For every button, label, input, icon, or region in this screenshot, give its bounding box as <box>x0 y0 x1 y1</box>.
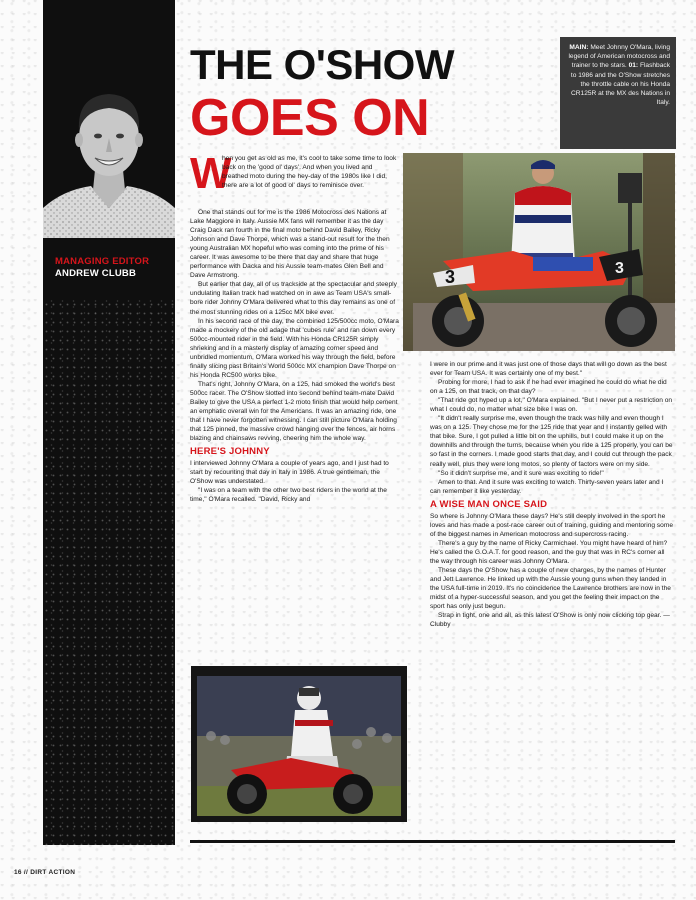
bike-side-number: 3 <box>615 260 624 277</box>
paragraph-12: Amen to that. And it sure was exciting to watch. Thirty-seven years later and I can remember it like yesterday. <box>430 478 664 495</box>
article-intro <box>222 154 400 190</box>
inset-photo <box>191 666 407 822</box>
drop-cap: W <box>190 149 232 198</box>
paragraph-10: "It didn't really surprise me, even though the track was hilly and even though I was on a 125. They chose me for the 125 ride that year and I instantly gelled with that bike. Sure, I got pulled a little bit on the uphills, but I could make it up on the downhills and through the turns, because when you ride a 125 properly, you can be so fast in the corners. I made good starts that day, and I could cut through the pack really well, plus they were long motos, so plenty of factors were on my side. <box>430 415 673 468</box>
inset-photo-illustration <box>191 666 407 822</box>
subhead-heres-johnny: HERE'S JOHNNY <box>190 446 270 458</box>
paragraph-16: Strap in tight, one and all, as this latest O'Show is only now clicking top gear. — Clubby <box>430 612 670 629</box>
headline-line-2: GOES ON <box>190 89 430 147</box>
paragraph-6: "I was on a team with the other two best riders in the world at the time," O'Mara recalled. "David, Ricky and <box>190 487 387 504</box>
footer-rule <box>190 840 675 843</box>
main-photo <box>403 153 675 351</box>
intro-paragraph: hen you get as old as me, it's cool to take some time to look back on the 'good ol' days'. And when you lived and breathed moto during the hey-day of the 1980s like I did, there are a lot of good ol' days to reminisce over. <box>222 155 397 190</box>
paragraph-9: "That ride got hyped up a lot," O'Mara explained. "But I never put a restriction on what I could do, no matter what size bike I was on. <box>430 397 673 414</box>
paragraph-2: But earlier that day, all of us trackside at the spectacular and steeply undulating Italian track had watched on in awe as Team USA's small-bore rider Johnny O'Mara delivered what to this day remains as one of the most stunning rides on a 125cc MX bike ever. <box>190 281 397 316</box>
article-column-2 <box>430 360 675 629</box>
paragraph-13: So where is Johnny O'Mara these days? He's still deeply involved in the sport he loves and has made a post-race career out of training, guiding and mentoring some of the biggest names in American motocross and supercross racing. <box>430 512 674 538</box>
paragraph-14: There's a guy by the name of Ricky Carmichael. You might have heard of him? He's called the G.O.A.T. for good reason, and the guy that was in RC's corner all the way through his career was Johnny O'Mara. <box>430 539 668 565</box>
article-column-1 <box>190 208 400 505</box>
caption-inset-text: Flashback to 1986 and the O'Show stretches the throttle cable on his Honda CR125R at the MX des Nations in Italy. <box>570 62 670 107</box>
bike-number-plate: 3 <box>445 267 456 287</box>
paragraph-1: One that stands out for me is the 1986 Motocross des Nations at Lake Maggiore in Italy. Aussie MX fans will remember it as the day Craig Dack ran fourth in the final moto behind David Bailey, Ricky Johnson and Dave Thorpe, which was a stand-out result for the then young Australian MX hopeful who was coming into the prime of his career. It was awesome to be there that day and share that huge performance with Dacka and his Aussie team-mates Glen Bell and Dave Armstrong. <box>190 209 390 280</box>
byline-name: ANDREW CLUBB <box>55 268 137 279</box>
caption-main-label: MAIN: <box>569 44 589 51</box>
paragraph-8: Probing for more, I had to ask if he had ever imagined he could do what he did on a 125, on that track, on that day? <box>430 379 667 396</box>
photo-caption <box>560 37 676 149</box>
paragraph-5: I interviewed Johnny O'Mara a couple of years ago, and I just had to start by recounting that day in Italy in 1986. A true gentleman, the O'Show was understated. <box>190 460 389 486</box>
caption-inset-label: 01: <box>628 62 639 70</box>
paragraph-4: That's right, Johnny O'Mara, on a 125, had smoked the world's best 500cc racer. The O'Show slotted into second behind team-mate David Bailey to give the USA a perfect 1-2 moto finish that would help cement an emphatic overall win for the Americans. It was an amazing ride, one that I have never forgotten witnessing. I can still picture O'Mara holding that 125 pinned, the massive crowd hanging over the fences, air horns blazing and chainsaws revving, cheering him the whole way. <box>190 380 398 443</box>
byline-role: MANAGING EDITOR <box>55 256 150 267</box>
editor-column <box>43 0 175 845</box>
headline-line-1: THE O'SHOW <box>190 41 454 88</box>
main-photo-illustration <box>403 153 675 351</box>
editor-portrait <box>43 58 175 238</box>
subhead-wise-man: A WISE MAN ONCE SAID <box>430 498 548 510</box>
paragraph-7: I were in our prime and it was just one of those days that will go down as the best ever for Team USA. It was certainly one of my best." <box>430 361 667 378</box>
paragraph-3: In his second race of the day, the combined 125/500cc moto, O'Mara made a mockery of the old adage that 'cubes rule' and ran down every 500cc-mounted rider in the field. With his Honda CR125R simply shrieking and in a masterly display of amazing corner speed and unbridled momentum, O'Mara worked his way through the field, before finally slicing past Britain's World 500cc MX champion Dave Thorpe on his Honda RC500 works bike. <box>190 317 399 379</box>
speckle-texture <box>43 300 175 845</box>
caption-main-text: Meet Johnny O'Mara, living legend of American motocross and trainer to the stars. <box>568 44 670 70</box>
paragraph-15: These days the O'Show has a couple of new charges, by the names of Hunter and Jett Lawrence. He linked up with the Aussie young guns when they landed in the USA full-time in 2019. It's no coincidence the Lawrence brothers are now in the midst of a hyper-successful season, and you get the feeling their impact on the sport has only just begun. <box>430 567 671 611</box>
page-folio: 16 // DIRT ACTION <box>14 869 76 876</box>
paragraph-11: "So it didn't surprise me, and it sure was exciting to ride!" <box>438 469 604 477</box>
